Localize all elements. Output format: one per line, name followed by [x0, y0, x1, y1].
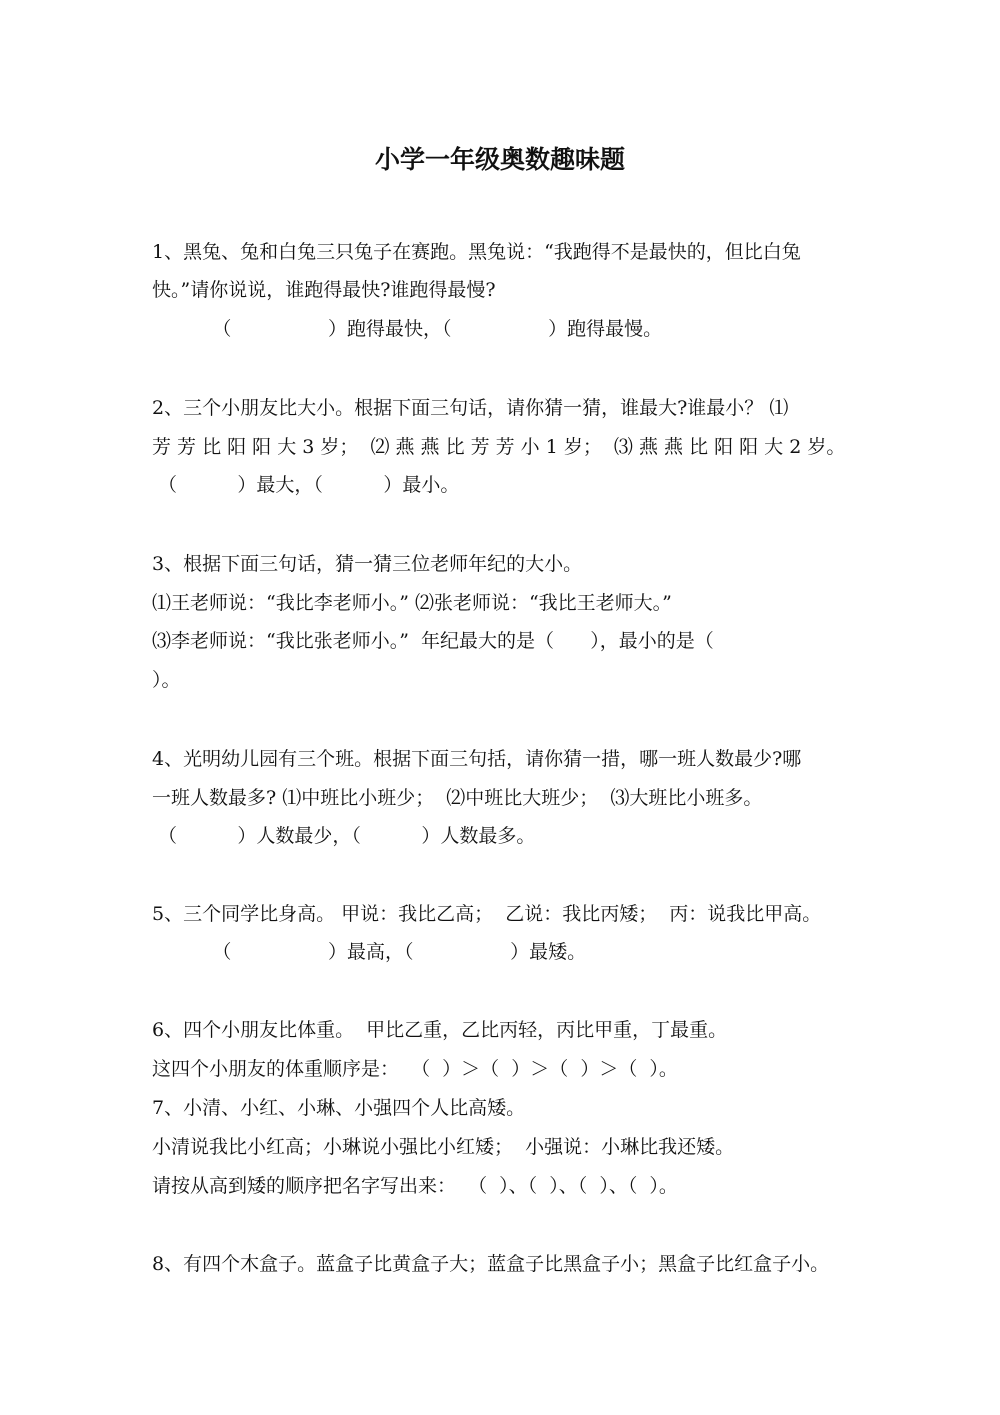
question-3-line-3: ⑶李老师说：“我比张老师小。” 年纪最大的是（ ），最小的是（	[152, 630, 714, 652]
question-8-line-1: 8、有四个木盒子。蓝盒子比黄盒子大；蓝盒子比黑盒子小；黑盒子比红盒子小。	[152, 1253, 830, 1275]
question-2-line-2: 芳 芳 比 阳 阳 大 3 岁； ⑵ 燕 燕 比 芳 芳 小 1 岁； ⑶ 燕 燕 比 阳 阳 大 2 岁。	[152, 436, 846, 458]
question-5-line-1: 5、三个同学比身高。 甲说：我比乙高； 乙说：我比丙矮； 丙：说我比甲高。	[152, 903, 822, 925]
question-1-line-1: 1、黑兔、兔和白兔三只兔子在赛跑。黑兔说：“我跑得不是最快的，但比白兔	[152, 241, 801, 263]
question-1-line-2: 快。”请你说说，谁跑得最快?谁跑得最慢?	[152, 279, 496, 301]
question-3-line-2: ⑴王老师说：“我比李老师小。” ⑵张老师说：“我比王老师大。”	[152, 592, 672, 614]
question-7-line-2: 小清说我比小红高；小琳说小强比小红矮； 小强说：小琳比我还矮。	[152, 1136, 735, 1158]
question-7-answer: 请按从高到矮的顺序把名字写出来： （ ）、（ ）、（ ）、（ ）。	[152, 1175, 678, 1197]
question-2-line-1: 2、三个小朋友比大小。根据下面三句话，请你猜一猜，谁最大?谁最小？ ⑴	[152, 397, 789, 419]
question-7-line-1: 7、小清、小红、小琳、小强四个人比高矮。	[152, 1097, 526, 1119]
question-5-answer: （ ）最高，（ ）最矮。	[152, 941, 587, 963]
question-6-answer: 这四个小朋友的体重顺序是： （ ）＞（ ）＞（ ）＞（ ）。	[152, 1058, 678, 1080]
question-3-line-1: 3、根据下面三句话，猜一猜三位老师年纪的大小。	[152, 553, 583, 575]
page-title: 小学一年级奥数趣味题	[374, 145, 625, 174]
question-3-line-4: ）。	[152, 669, 181, 691]
question-2-answer: （ ）最大，（ ）最小。	[152, 474, 460, 496]
question-6-line-1: 6、四个小朋友比体重。 甲比乙重，乙比丙轻，丙比甲重，丁最重。	[152, 1019, 728, 1041]
question-4-answer: （ ）人数最少，（ ）人数最多。	[152, 825, 536, 847]
question-4-line-2: 一班人数最多? ⑴中班比小班少； ⑵中班比大班少； ⑶大班比小班多。	[152, 787, 763, 809]
question-1-answer: （ ）跑得最快，（ ）跑得最慢。	[152, 318, 663, 340]
question-4-line-1: 4、光明幼儿园有三个班。根据下面三句括，请你猜一措，哪一班人数最少?哪	[152, 748, 802, 770]
